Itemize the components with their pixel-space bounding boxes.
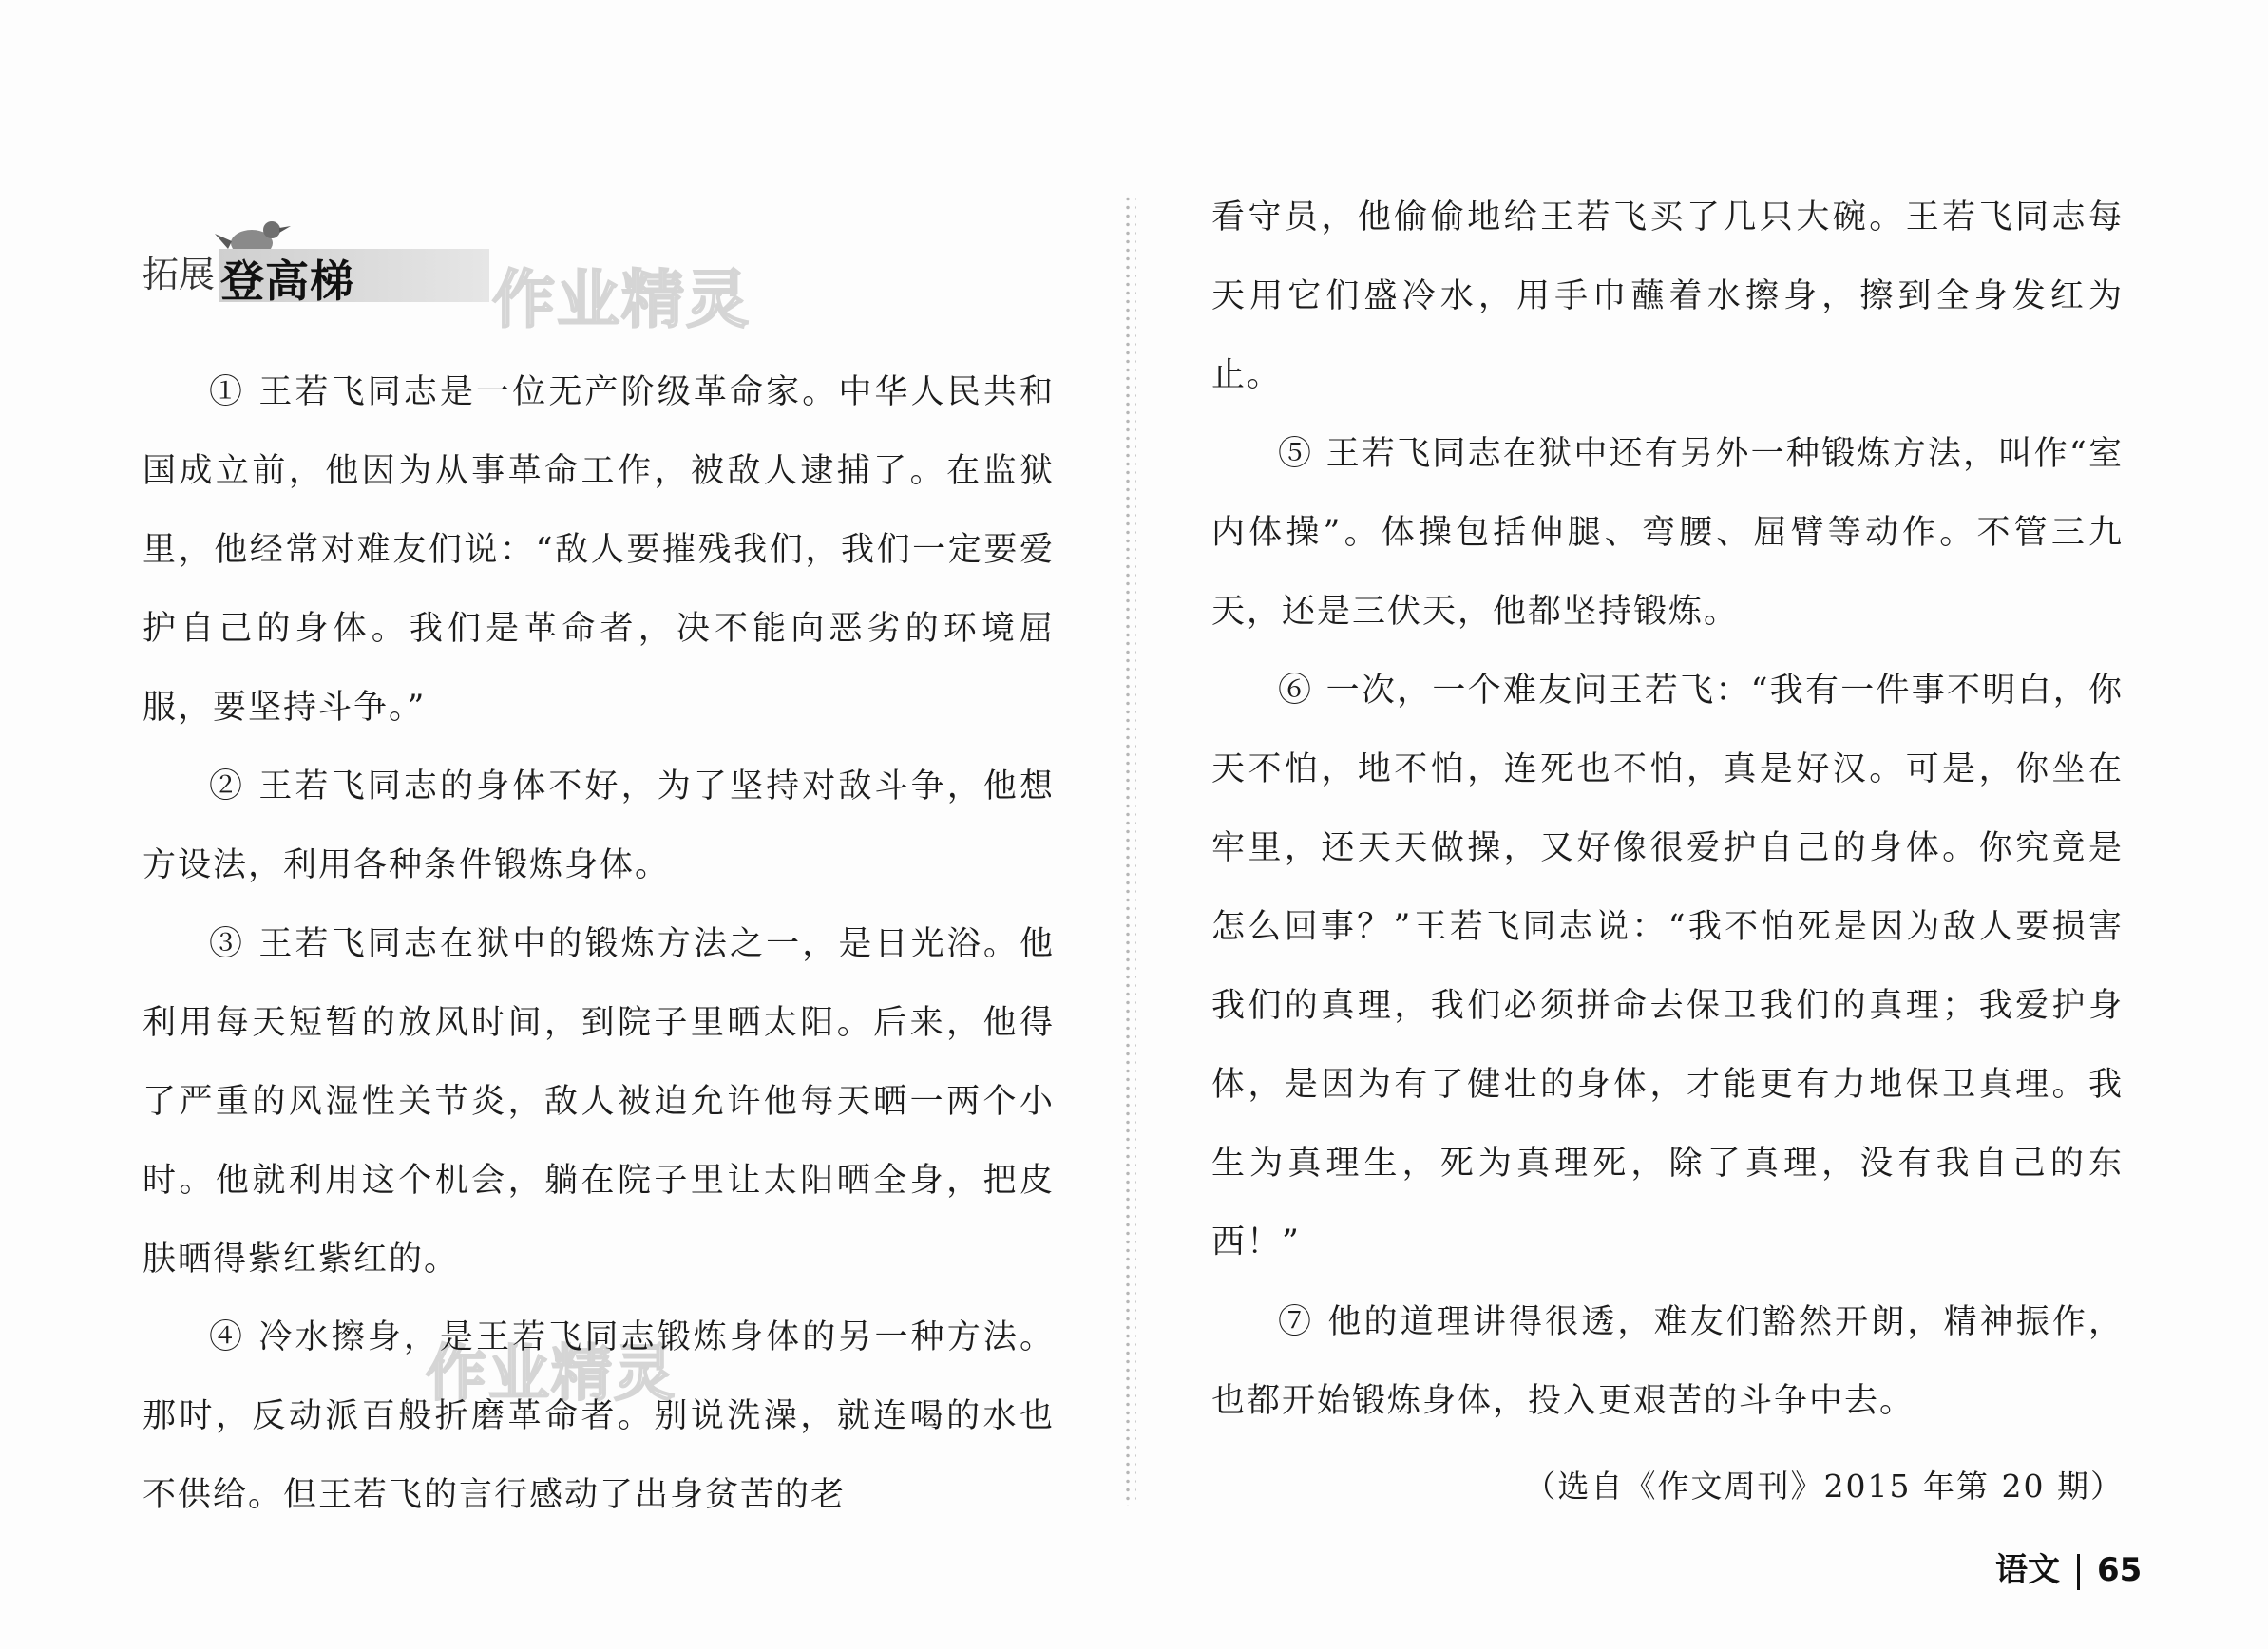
paragraph: ② 王若飞同志的身体不好，为了坚持对敌斗争，他想方设法，利用各种条件锻炼身体。 [143, 768, 1055, 884]
paragraph: ① 王若飞同志是一位无产阶级革命家。中华人民共和国成立前，他因为从事革命工作，被敌人逮捕了。在监狱里，他经常对难友们说：“敌人要摧残我们，我们一定要爱护自己的身体。我们是革命者，决不能向恶劣的环境屈服，要坚持斗争。” [143, 373, 1055, 727]
subject-label: 语文 [1995, 1551, 2060, 1589]
watermark: 作业精灵 [426, 1339, 677, 1410]
footer-separator [2077, 1554, 2080, 1590]
paragraph: ④ 冷水擦身，是王若飞同志锻炼身体的另一种方法。那时，反动派百般折磨革命者。别说洗澡，就连喝的水也不供给。但王若飞的言行感动了出身贫苦的老 [143, 1318, 1055, 1514]
page-footer [1995, 1544, 2142, 1590]
paragraph: ③ 王若飞同志在狱中的锻炼方法之一，是日光浴。他利用每天短暂的放风时间，到院子里晒太阳。后来，他得了严重的风湿性关节炎，敌人被迫允许他每天晒一两个小时。他就利用这个机会，躺在院子里让太阳晒全身，把皮肤晒得紫红紫红的。 [143, 925, 1055, 1279]
section-header [143, 209, 504, 328]
header-small-text: 拓展 [143, 254, 216, 295]
paragraph: ⑦ 他的道理讲得很透，难友们豁然开朗，精神振作，也都开始锻炼身体，投入更艰苦的斗争中去。 [1211, 1303, 2124, 1420]
source-citation: （选自《作文周刊》2015 年第 20 期） [1524, 1468, 2124, 1505]
header-title: 登高梯 [220, 256, 354, 307]
watermark: 作业精灵 [492, 263, 751, 336]
paragraph: 看守员，他偷偷地给王若飞买了几只大碗。王若飞同志每天用它们盛冷水，用手巾蘸着水擦身，擦到全身发红为止。 [1211, 199, 2124, 394]
dotted-divider [1123, 195, 1136, 1506]
paragraph: ⑥ 一次，一个难友问王若飞：“我有一件事不明白，你天不怕，地不怕，连死也不怕，真是好汉。可是，你坐在牢里，还天天做操，又好像很爱护自己的身体。你究竟是怎么回事？”王若飞同志说：“我不怕死是因为敌人要损害我们的真理，我们必须拼命去保卫我们的真理；我爱护身体，是因为有了健壮的身体，才能更有力地保卫真理。我生为真理生，死为真理死，除了真理，没有我自己的东西！” [1211, 672, 2124, 1261]
page-number: 65 [2097, 1551, 2143, 1589]
paragraph: ⑤ 王若飞同志在狱中还有另外一种锻炼方法，叫作“室内体操”。体操包括伸腿、弯腰、屈臂等动作。不管三九天，还是三伏天，他都坚持锻炼。 [1211, 435, 2124, 631]
